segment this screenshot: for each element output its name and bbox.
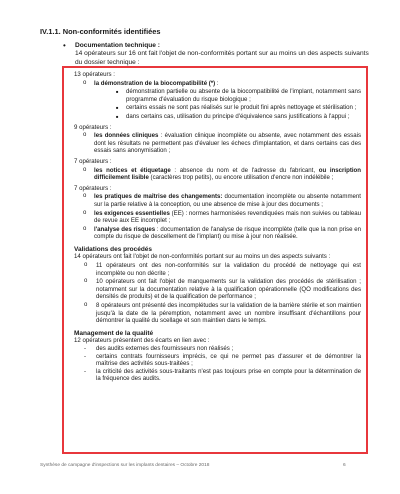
validation-intro: 14 opérateurs ont fait l'objet de non-conformités portant sur au moins un des aspects suivants : bbox=[74, 253, 331, 261]
doc-tech-block bbox=[63, 42, 375, 67]
group1-item bbox=[74, 80, 361, 88]
group4-item-1-label: les pratiques de maîtrise des changements: bbox=[94, 193, 223, 201]
doc-tech-bullet bbox=[63, 42, 375, 67]
group1-item-label: la démonstration de la biocompatibilité (*) bbox=[94, 79, 216, 87]
validation-item-2: o 10 opérateurs ont fait l'objet de manquements sur la validation des procédés de stérilisation ; notamment sur la documentation relative à la qualification opérationnelle (QO modifications des densités de produits) et de la qualification de performance ; bbox=[74, 278, 361, 301]
quality-intro: 12 opérateurs présentent des écarts en lien avec : bbox=[74, 337, 210, 345]
quality-item-2: - certains contrats fournisseurs imprécis, ce qui ne permet pas d'assurer et de démontrer la maîtrise des activités sous-traitées ; bbox=[74, 353, 361, 368]
validation-item-1: o 11 opérateurs ont des non-conformités sur la validation du procédé de nettoyage qui est incomplète ou non décrite ; bbox=[74, 262, 361, 277]
group3-text-b: (caractères trop petits), ou encore utilisation d'encre non indélébile ; bbox=[148, 174, 334, 182]
highlight-content bbox=[74, 71, 361, 383]
group1-count: 13 opérateurs : bbox=[74, 71, 115, 78]
group4-count: 7 opérateurs : bbox=[74, 184, 112, 192]
quality-item-1: - des audits externes des fournisseurs non réalisés ; bbox=[74, 345, 361, 353]
group2-text: : évaluation clinique incomplète ou absente, avec notamment des essais dont les résultats ne permettent pas d'évaluer les échecs d'implantation, et dans certains cas des essais sans anonymisation ; bbox=[94, 132, 361, 155]
footer-text: Synthèse de campagne d'inspections sur les implants dentaires – Octobre 2018 bbox=[40, 463, 210, 468]
section-title: IV.1.1. Non-conformités identifiées bbox=[40, 27, 161, 36]
doc-tech-title: Documentation technique : bbox=[75, 42, 160, 49]
group3-label: les notices et étiquetage bbox=[94, 166, 171, 174]
group3-label2: ou inscription difficilement lisible bbox=[94, 166, 361, 182]
group3-text-a: : absence du nom et de l'adresse du fabricant, bbox=[170, 166, 319, 174]
group4-item-3 bbox=[74, 226, 361, 241]
group1-sub-1: ■ démonstration partielle ou absente de la biocompatibilité de l'implant, notamment sans programme d'évaluation du risque biologique ; bbox=[74, 88, 361, 103]
group4-item-2-label: les exigences essentielles bbox=[94, 209, 170, 217]
quality-item-3: - la criticité des activités sous-traitants n'est pas toujours prise en compte pour la détermination de la fréquence des audits. bbox=[74, 368, 361, 383]
quality-title: Management de la qualité bbox=[74, 329, 154, 337]
group3-item bbox=[74, 167, 361, 182]
group4-item-2 bbox=[74, 210, 361, 225]
group3-count: 7 opérateurs : bbox=[74, 157, 112, 165]
page-number: 6 bbox=[343, 463, 346, 468]
group1-item-suffix: : bbox=[215, 79, 219, 87]
group1-sub-2: ■ certains essais ne sont pas réalisés sur le produit fini après nettoyage et stérilisation ; bbox=[74, 104, 361, 112]
group4-item-2-text: (EE) : normes harmonisées revendiquées mais non suivies ou tableau de revue aux EE incomplet ; bbox=[94, 209, 361, 225]
group4-item-3-text: : documentation de l'analyse de risque incomplète (telle que la non prise en compte du risque de descellement de l'implant) ou mise à jour non réalisée. bbox=[94, 225, 361, 241]
validation-item-3: o 8 opérateurs ont présenté des incomplétudes sur la validation de la barrière stérile et son maintien jusqu'à la date de la péremption, notamment avec un nombre insuffisant d'échantillons pour démontrer la qualité du scellage et son maintien dans le temps. bbox=[74, 302, 361, 325]
group2-label: les données cliniques bbox=[94, 132, 159, 140]
group2-count: 9 opérateurs : bbox=[74, 123, 112, 131]
group4-item-3-label: l'analyse des risques bbox=[94, 225, 156, 233]
validation-title: Validations des procédés bbox=[74, 245, 153, 253]
doc-tech-intro: 14 opérateurs sur 16 ont fait l'objet de non-conformités portant sur au moins un des aspects suivants du dossier technique : bbox=[75, 50, 369, 66]
group4-item-1 bbox=[74, 193, 361, 208]
group2-item bbox=[74, 132, 361, 155]
group4-item-1-text: documentation incomplète ou absente notamment sur la partie relative à la conception, ou une absence de mise à jour des documents ; bbox=[94, 193, 361, 208]
group1-sub-3: ■ dans certains cas, utilisation du principe d'équivalence sans justifications à l'appui ; bbox=[74, 113, 361, 121]
